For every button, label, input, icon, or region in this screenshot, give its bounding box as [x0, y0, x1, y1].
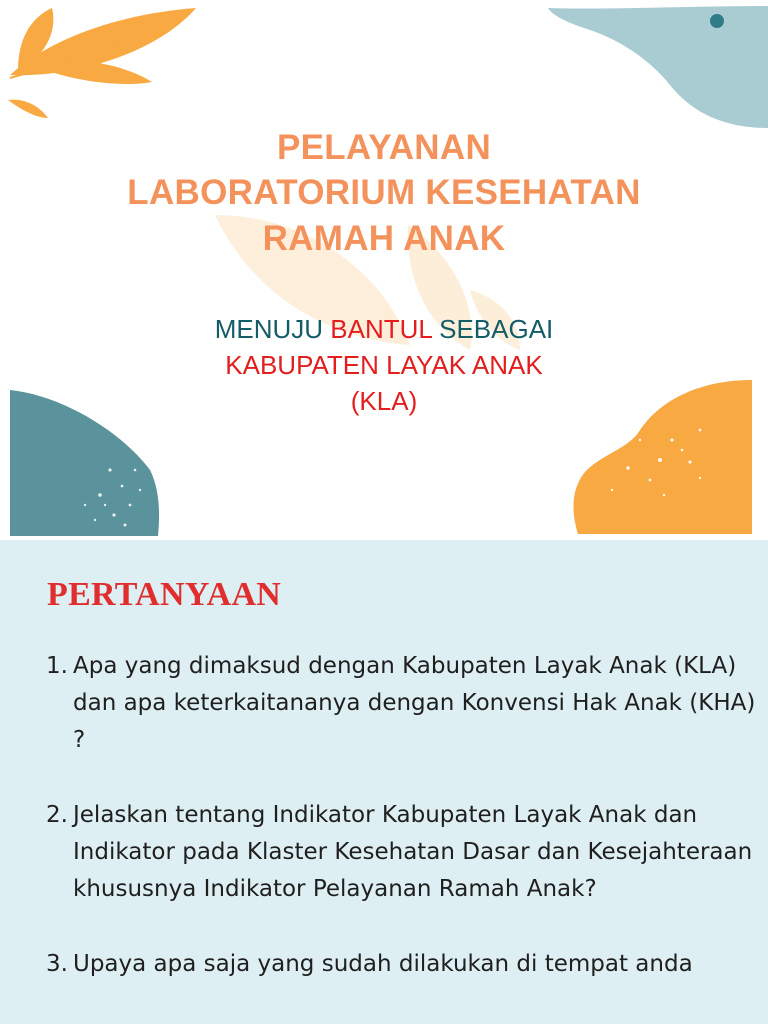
question-number: 2. [46, 802, 68, 828]
questions-list [46, 648, 756, 983]
subtitle-line-3: (KLA) [350, 386, 418, 416]
subtitle-bantul: BANTUL [330, 314, 432, 344]
title-line-3: RAMAH ANAK [262, 219, 506, 258]
title-line-2: LABORATORIUM KESEHATAN [127, 173, 641, 212]
question-text: Upaya apa saja yang sudah dilakukan di tempat anda [73, 951, 693, 977]
dot-decoration [710, 14, 724, 28]
subtitle-sebagai: SEBAGAI [431, 314, 554, 344]
subtitle-line-2: KABUPATEN LAYAK ANAK [225, 350, 543, 380]
question-number: 3. [46, 951, 68, 977]
questions-slide [0, 540, 768, 1024]
question-text: Jelaskan tentang Indikator Kabupaten Layak Anak dan Indikator pada Klaster Kesehatan Dasar dan Kesejahteraan khususnya Indikator Pelayanan Ramah Anak? [73, 802, 753, 902]
question-number: 1. [46, 653, 68, 679]
list-item [46, 648, 756, 759]
leaf-branch-icon [8, 8, 196, 118]
title-line-1: PELAYANAN [276, 128, 492, 167]
subtitle-line-1 [0, 312, 768, 346]
question-text: Apa yang dimaksud dengan Kabupaten Layak Anak (KLA) dan apa keterkaitananya dengan Konvensi Hak Anak (KHA) ? [73, 653, 756, 753]
subtitle-menuju: MENUJU [214, 314, 331, 344]
list-item [46, 946, 756, 983]
list-item [46, 797, 756, 908]
light-blue-blob [548, 6, 768, 128]
questions-heading: PERTANYAAN [47, 576, 282, 613]
